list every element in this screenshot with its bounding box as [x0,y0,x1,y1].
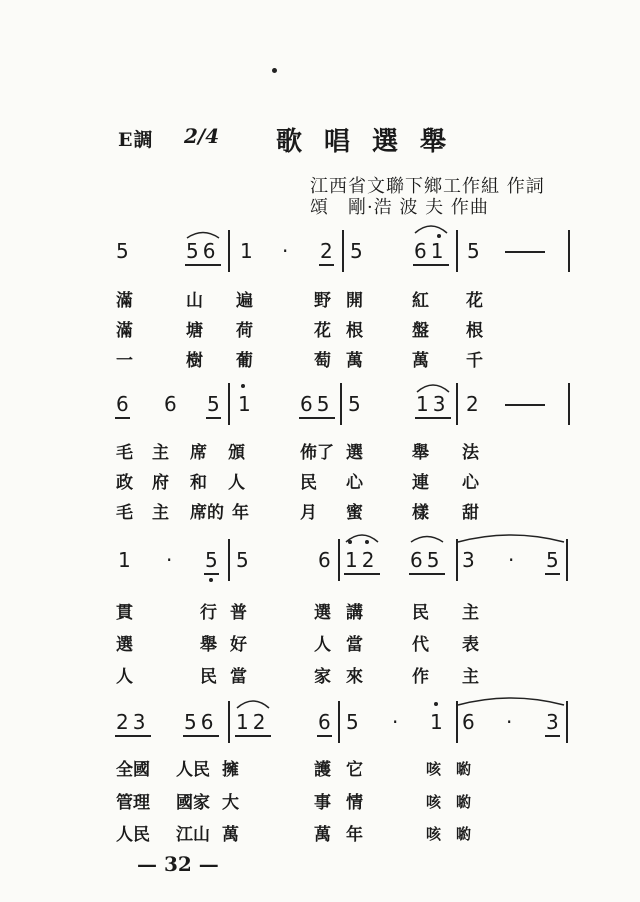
lyric-char: 塘 [186,321,203,341]
lyric-char: 當 [230,667,247,687]
barline [228,539,230,581]
note: 61 [414,239,448,263]
lyric-char: 根 [346,321,363,341]
lyric-char: 管理 [116,793,150,813]
underline [545,573,560,575]
lyric-char: 人 [116,667,133,687]
lyric-char: 樹 [186,351,203,371]
lyric-char: 野 [314,291,331,311]
note: 3 [546,710,559,734]
lyric-char: 舉 [200,635,217,655]
note: · [166,548,173,572]
note: 1 [118,548,131,572]
note: 13 [416,392,450,416]
lyric-char: 連 [412,473,429,493]
note: 56 [186,239,220,263]
ink-speck [272,68,277,73]
slur [185,229,221,239]
lyric-char: 選 [346,443,363,463]
lyric-char: 選 [116,635,133,655]
underline [409,573,445,575]
note: 6 [164,392,177,416]
lyric-char: 家 [314,667,331,687]
note: 5 [348,392,361,416]
note: 2 [466,392,479,416]
octave-dot [209,578,213,582]
barline [342,230,344,272]
lyric-char: 萬 [222,825,239,845]
note: 6 [318,548,331,572]
lyric-char: 席 [190,443,207,463]
lyric-char: 法 [462,443,479,463]
lyric-char: 席的 [190,503,224,523]
note: · [506,710,513,734]
barline [566,701,568,743]
page-number: — 32 — [137,852,219,876]
lyric-char: 主 [152,443,169,463]
underline [545,735,560,737]
lyric-char: 民 [200,667,217,687]
note: 5 [236,548,249,572]
lyric-char: 毛 [116,503,133,523]
lyric-char: 滿 [116,291,133,311]
lyric-char: 喲 [456,793,472,811]
underline [115,417,130,419]
note: 3 [462,548,475,572]
key-signature: E調 [118,129,154,151]
lyric-char: 年 [346,825,363,845]
lyric-char: 萄 [314,351,331,371]
barline [338,539,340,581]
note: 12 [345,548,379,572]
note: 65 [300,392,334,416]
lyric-char: 國家 [176,793,210,813]
octave-dot [434,702,438,706]
barline [568,230,570,272]
underline [413,264,449,266]
lyric-char: 喲 [456,825,472,843]
note: 65 [410,548,444,572]
barline [340,383,342,425]
lyric-char: 和 [190,473,207,493]
barline [228,383,230,425]
lyric-char: 來 [346,667,363,687]
note: 1 [240,239,253,263]
lyric-char: 人民 [116,825,150,845]
lyric-char: 滿 [116,321,133,341]
note: 5 [350,239,363,263]
lyric-char: 政 [116,473,133,493]
tie [456,694,566,706]
underline [115,735,151,737]
lyric-char: 荷 [236,321,253,341]
underline [204,573,219,575]
barline [456,383,458,425]
lyric-char: 主 [152,503,169,523]
underline [235,735,271,737]
lyric-char: 當 [346,635,363,655]
song-title: 歌唱選舉 [276,127,469,157]
lyric-char: 山 [186,291,203,311]
lyric-char: 全國 [116,760,150,780]
lyric-char: 樣 [412,503,429,523]
underline [344,573,380,575]
lyric-char: 講 [346,603,363,623]
note: 5 [116,239,129,263]
slur [344,531,380,543]
lyric-char: 貫 [116,603,133,623]
note: 1 [430,710,443,734]
lyric-char: 月 [300,503,317,523]
lyric-char: 人 [314,635,331,655]
note: · [392,710,399,734]
lyric-char: 蜜 [346,503,363,523]
lyric-char: 心 [462,473,479,493]
lyric-char: 花 [314,321,331,341]
note: 5 [346,710,359,734]
hold-dash [505,251,545,253]
composer-credit: 頌 剛·浩 波 夫 作曲 [310,197,489,218]
lyric-char: 主 [462,603,479,623]
underline [415,417,451,419]
slur [415,381,451,393]
lyric-char: 喲 [456,760,472,778]
lyric-char: 表 [462,635,479,655]
lyric-char: 毛 [116,443,133,463]
lyric-char: 咳 [426,793,442,811]
underline [206,417,221,419]
lyric-char: 選 [314,603,331,623]
note: 5 [207,392,220,416]
underline [317,735,332,737]
note: 5 [546,548,559,572]
lyric-char: 根 [466,321,483,341]
lyric-char: 民 [300,473,317,493]
underline [299,417,335,419]
lyric-char: 花 [466,291,483,311]
lyric-char: 擁 [222,760,239,780]
time-signature: 2/4 [184,124,220,148]
lyric-char: 頒 [228,443,245,463]
lyric-char: 盤 [412,321,429,341]
slur [413,222,449,234]
lyric-char: 甜 [462,503,479,523]
lyric-char: 萬 [314,825,331,845]
note: · [508,548,515,572]
lyric-char: 紅 [412,291,429,311]
note: · [282,239,289,263]
lyric-char: 江山 [176,825,210,845]
lyric-char: 萬 [412,351,429,371]
underline [319,264,334,266]
lyric-char: 它 [346,760,363,780]
note: 6 [116,392,129,416]
lyric-char: 好 [230,635,247,655]
note: 12 [236,710,270,734]
lyric-char: 葡 [236,351,253,371]
tie [456,531,566,543]
lyric-char: 佈了 [300,443,334,463]
note: 23 [116,710,150,734]
barline [456,539,458,581]
lyric-char: 舉 [412,443,429,463]
barline [456,230,458,272]
note: 5 [467,239,480,263]
underline [183,735,219,737]
barline [568,383,570,425]
octave-dot [437,234,441,238]
lyricist-credit: 江西省文聯下鄉工作組 作詞 [310,176,545,197]
note: 6 [318,710,331,734]
underline [185,264,221,266]
octave-dot [241,384,245,388]
barline [566,539,568,581]
lyric-char: 民 [412,603,429,623]
lyric-char: 人民 [176,760,210,780]
lyric-char: 普 [230,603,247,623]
lyric-char: 萬 [346,351,363,371]
lyric-char: 府 [152,473,169,493]
lyric-char: 代 [412,635,429,655]
note: 6 [462,710,475,734]
barline [456,701,458,743]
note: 2 [320,239,333,263]
lyric-char: 年 [232,503,249,523]
lyric-char: 咳 [426,825,442,843]
lyric-char: 遍 [236,291,253,311]
lyric-char: 人 [228,473,245,493]
lyric-char: 咳 [426,760,442,778]
barline [228,230,230,272]
lyric-char: 大 [222,793,239,813]
hold-dash [505,404,545,406]
note: 5 [205,548,218,572]
lyric-char: 情 [346,793,363,813]
lyric-char: 作 [412,667,429,687]
slur [409,533,445,543]
lyric-char: 護 [314,760,331,780]
lyric-char: 一 [116,351,133,371]
lyric-char: 事 [314,793,331,813]
lyric-char: 主 [462,667,479,687]
barline [228,701,230,743]
lyric-char: 行 [200,603,217,623]
barline [338,701,340,743]
lyric-char: 開 [346,291,363,311]
note: 1 [238,392,251,416]
lyric-char: 心 [346,473,363,493]
slur [235,697,271,709]
lyric-char: 千 [466,351,483,371]
note: 56 [184,710,218,734]
